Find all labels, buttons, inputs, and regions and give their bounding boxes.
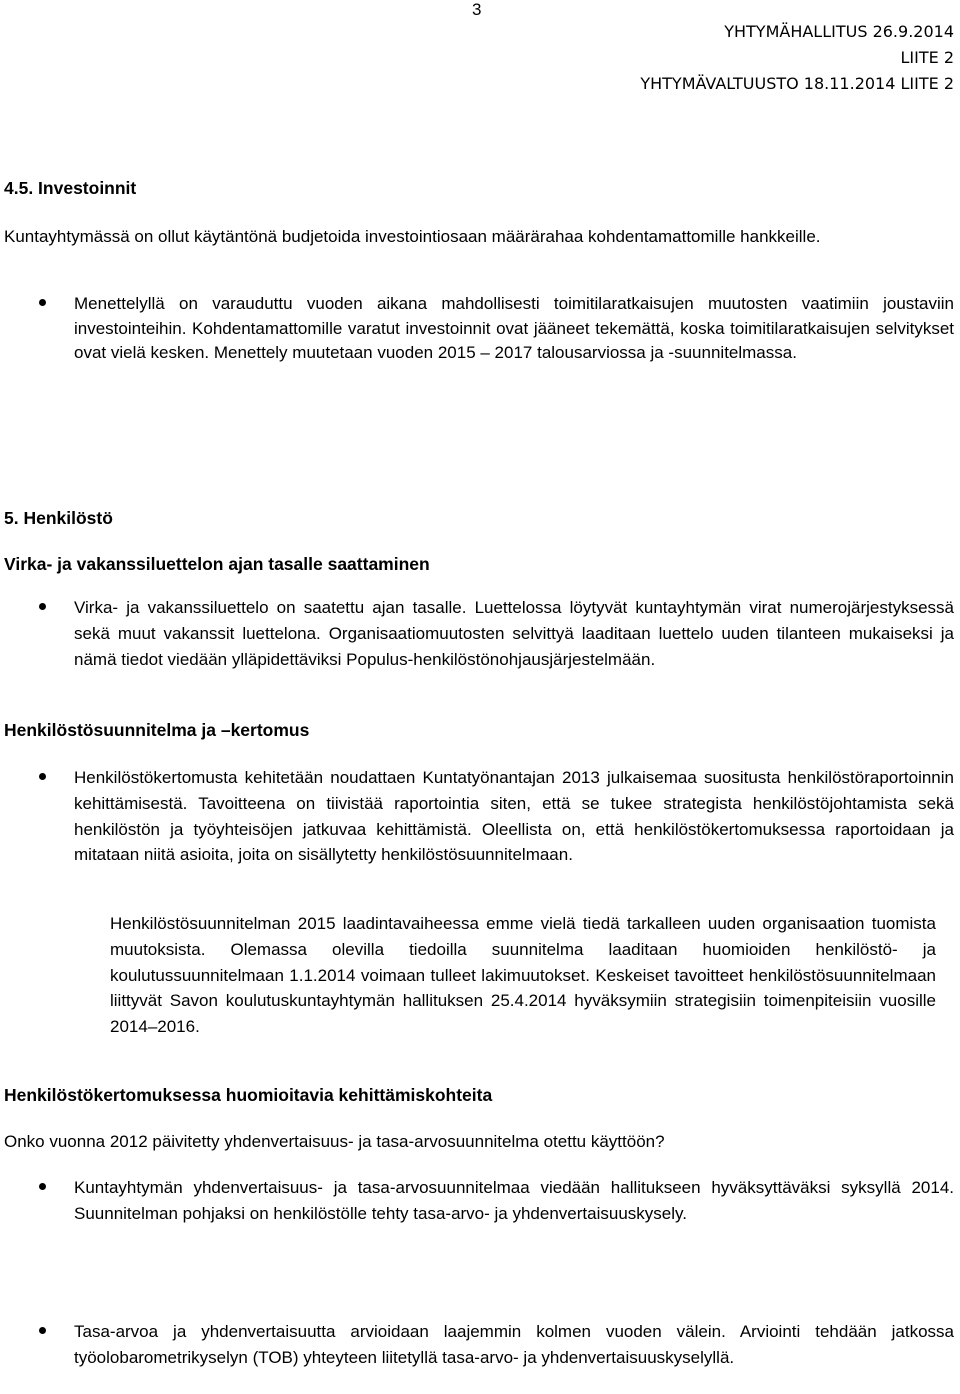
subheading-vakanssiluettelo: Virka- ja vakanssiluettelon ajan tasalle saattaminen [4,554,430,574]
henkilostosuunnitelma-paragraph: Henkilöstösuunnitelman 2015 laadintavaiheessa emme vielä tiedä tarkalleen uuden organisaation tuomista muutoksista. Olemassa olevilla tiedoilla suunnitelma laaditaan huomioiden henkilöstö- ja koulutussuunnitelmaan 1.1.2014 voimaan tulleet lakimuutokset. Keskeiset tavoitteet henkilöstösuunnitelmaan liittyvät Savon koulutuskuntayhtymän hallituksen 25.4.2014 hyväksymiin strategisiin toimenpiteisiin vuosille 2014–2016. [110,914,936,1037]
bullet-icon [39,1183,46,1190]
bullet-icon [39,603,46,610]
bullet-icon [39,299,46,306]
subheading-henkilostosuunnitelma: Henkilöstösuunnitelma ja –kertomus [4,720,310,740]
vakanssiluettelo-bullet-text: Virka- ja vakanssiluettelo on saatettu ajan tasalle. Luettelossa löytyvät kuntayhtymän virat numerojärjestyksessä sekä muut vakanssit luettelona. Organisaatiomuutosten selvittyä laaditaan luettelo uuden tilanteen mukaiseksi ja nämä tiedot viedään ylläpidettäviksi Populus-henkilöstönohjausjärjestelmään. [74,598,954,669]
bullet-icon [39,1327,46,1334]
section-heading-henkilosto: 5. Henkilöstö [4,508,113,528]
header-council-line: YHTYMÄVALTUUSTO 18.11.2014 LIITE 2 [640,74,954,93]
henkilostokertomus-bullet-text: Henkilöstökertomusta kehitetään noudattaen Kuntatyönantajan 2013 julkaisemaa suositusta henkilöstöraportoinnin kehittämisestä. Tavoitteena on tiivistää raportointia siten, että se tukee strategista henkilöstöjohtamista sekä henkilöstön ja työyhteisöjen jatkuvaa kehittämistä. Oleellista on, että henkilöstökertomuksessa raportoidaan ja mitataan niitä asioita, joita on sisällytetty henkilöstösuunnitelmaan. [74,768,954,865]
subheading-kehittamiskohteet: Henkilöstökertomuksessa huomioitavia kehittämiskohteita [4,1085,493,1105]
page-number: 3 [472,0,482,19]
section-heading-investoinnit: 4.5. Investoinnit [4,178,137,198]
yhdenvertaisuus-bullet-text: Kuntayhtymän yhdenvertaisuus- ja tasa-arvosuunnitelmaa viedään hallitukseen hyväksyttäväksi syksyllä 2014. Suunnitelman pohjaksi on henkilöstölle tehty tasa-arvo- ja yhdenvertaisuuskysely. [74,1178,954,1223]
investoinnit-intro: Kuntayhtymässä on ollut käytäntönä budjetoida investointiosaan määrärahaa kohdentamattomille hankkeille. [4,227,821,246]
investoinnit-bullet-text: Menettelyllä on varauduttu vuoden aikana mahdollisesti toimitilaratkaisujen muutosten vaatimiin joustaviin investointeihin. Kohdentamattomille varatut investoinnit ovat jääneet tekemättä, koska toimitilaratkaisujen selvitykset ovat vielä kesken. Menettely muutetaan vuoden 2015 – 2017 talousarviossa ja -suunnitelmassa. [74,294,954,363]
bullet-icon [39,773,46,780]
tasa-arvo-question: Onko vuonna 2012 päivitetty yhdenvertaisuus- ja tasa-arvosuunnitelma otettu käyttöön? [4,1132,665,1151]
header-meeting-line: YHTYMÄHALLITUS 26.9.2014 [724,22,954,41]
header-attachment-line: LIITE 2 [900,48,954,67]
arviointi-bullet-text: Tasa-arvoa ja yhdenvertaisuutta arvioidaan laajemmin kolmen vuoden välein. Arviointi tehdään jatkossa työolobarometrikyselyn (TOB) yhteyteen liitetyllä tasa-arvo- ja yhdenvertaisuuskyselyllä. [74,1322,954,1367]
